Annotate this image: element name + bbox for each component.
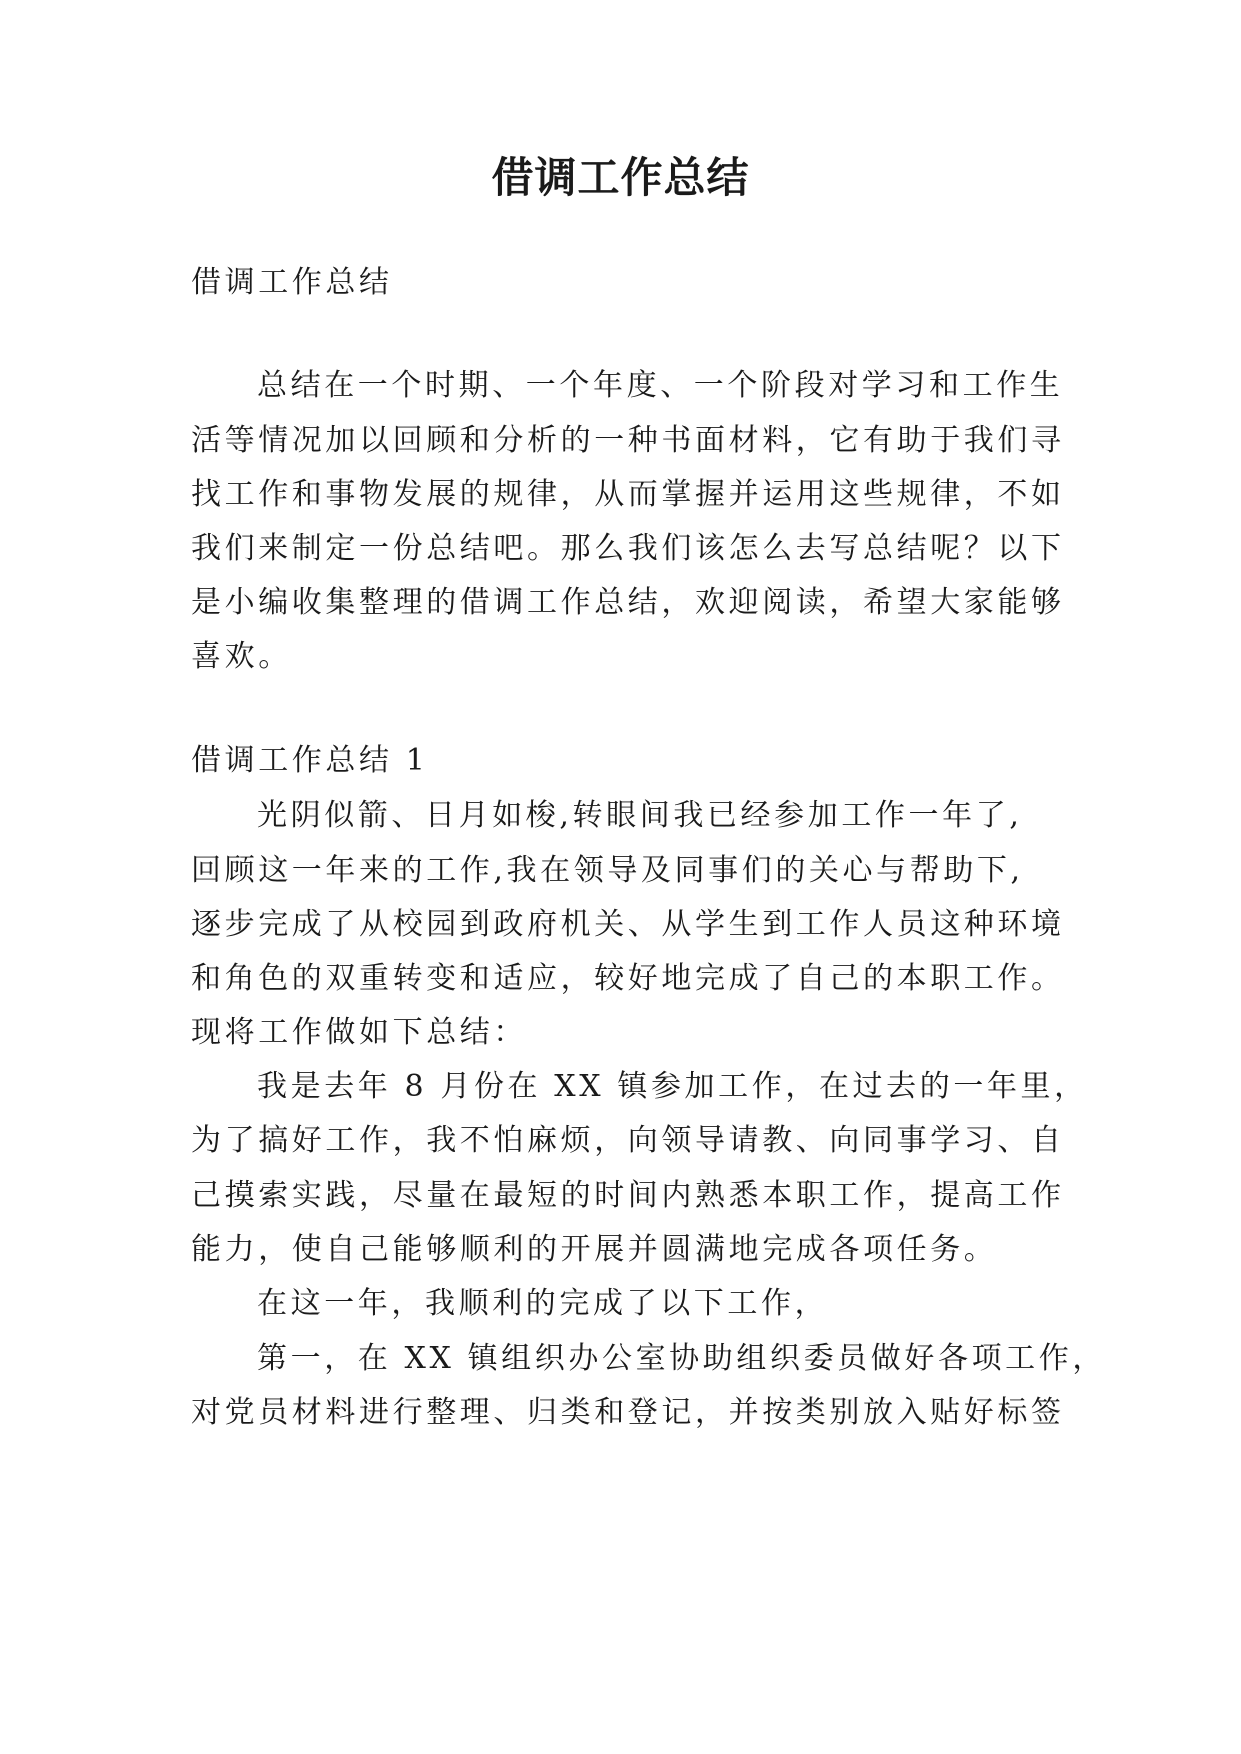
body-line: 回顾这一年来的工作,我在领导及同事们的关心与帮助下, — [191, 853, 1024, 888]
body-line: 为了搞好工作，我不怕麻烦，向领导请教、向同事学习、自 — [191, 1123, 1065, 1158]
intro-line: 我们来制定一份总结吧。那么我们该怎么去写总结呢？以下 — [191, 531, 1065, 566]
body-line: 和角色的双重转变和适应，较好地完成了自己的本职工作。 — [191, 961, 1065, 996]
intro-line: 活等情况加以回顾和分析的一种书面材料，它有助于我们寻 — [191, 423, 1065, 458]
section-heading: 借调工作总结 1 — [191, 743, 429, 778]
intro-line: 找工作和事物发展的规律，从而掌握并运用这些规律，不如 — [191, 477, 1065, 512]
document-subtitle: 借调工作总结 — [191, 265, 393, 300]
document-title: 借调工作总结 — [491, 153, 750, 202]
intro-line: 总结在一个时期、一个年度、一个阶段对学习和工作生 — [257, 368, 1064, 403]
body-line: 现将工作做如下总结： — [191, 1015, 527, 1050]
intro-line: 是小编收集整理的借调工作总结，欢迎阅读，希望大家能够 — [191, 585, 1065, 620]
body-line: 对党员材料进行整理、归类和登记，并按类别放入贴好标签 — [191, 1395, 1065, 1430]
intro-line: 喜欢。 — [191, 639, 292, 674]
body-line: 我是去年 8 月份在 XX 镇参加工作，在过去的一年里， — [257, 1069, 1088, 1104]
body-line: 能力，使自己能够顺利的开展并圆满地完成各项任务。 — [191, 1232, 998, 1267]
body-line: 逐步完成了从校园到政府机关、从学生到工作人员这种环境 — [191, 907, 1065, 942]
body-line: 第一，在 XX 镇组织办公室协助组织委员做好各项工作， — [257, 1341, 1106, 1376]
body-line: 在这一年，我顺利的完成了以下工作， — [257, 1286, 829, 1321]
body-line: 光阴似箭、日月如梭,转眼间我已经参加工作一年了, — [257, 798, 1023, 833]
body-line: 己摸索实践，尽量在最短的时间内熟悉本职工作，提高工作 — [191, 1178, 1065, 1213]
